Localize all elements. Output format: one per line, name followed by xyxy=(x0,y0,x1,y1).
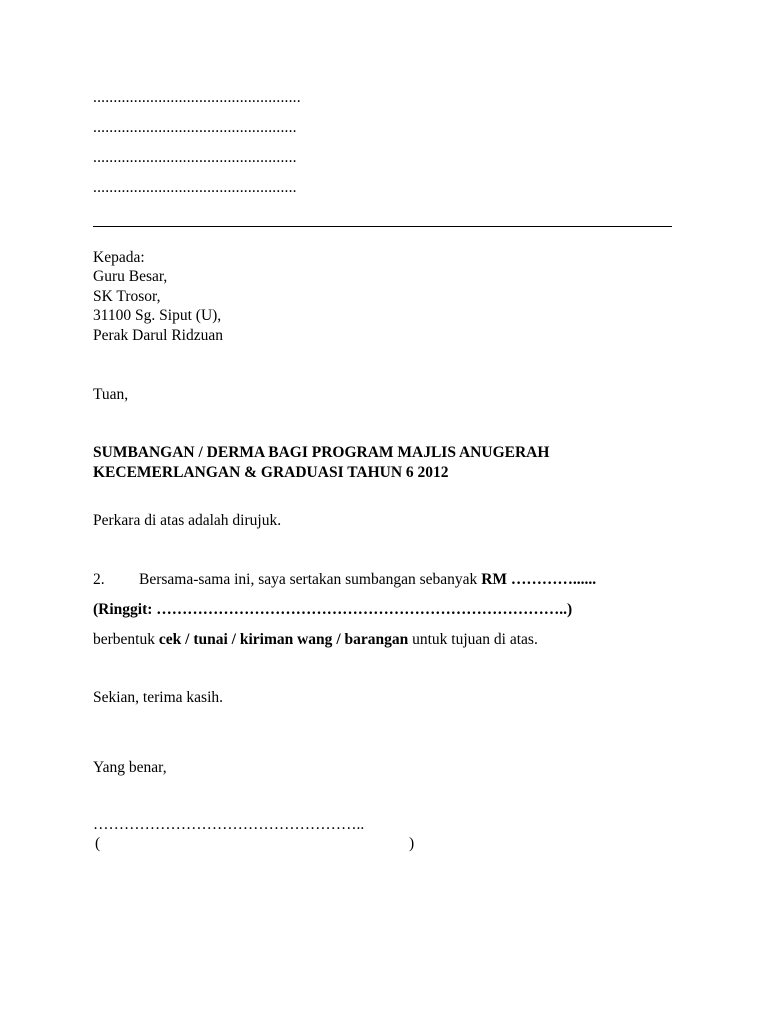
recipient-line-2: SK Trosor, xyxy=(93,288,161,305)
form-suffix: untuk tujuan di atas. xyxy=(408,631,538,648)
signature-line: …………………………………………….. xyxy=(93,816,365,833)
form-tunai: tunai xyxy=(193,631,228,648)
sender-address-line-4: .................................................. xyxy=(93,179,297,196)
form-barangan: barangan xyxy=(344,631,409,648)
contribution-text: Bersama-sama ini, saya sertakan sumbangan sebanyak xyxy=(139,571,482,588)
ringgit-line xyxy=(93,601,572,619)
ringgit-open-paren: ( xyxy=(93,601,99,618)
ringgit-close-paren: ) xyxy=(567,601,573,618)
recipient-label: Kepada: xyxy=(93,249,145,266)
recipient-line-4: Perak Darul Ridzuan xyxy=(93,327,223,344)
subject-line-2: KECEMERLANGAN & GRADUASI TAHUN 6 2012 xyxy=(93,464,449,481)
closing: Sekian, terima kasih. xyxy=(93,689,223,706)
form-sep-2: / xyxy=(227,631,240,648)
subject-line-1: SUMBANGAN / DERMA BAGI PROGRAM MAJLIS ANUGERAH xyxy=(93,444,550,461)
paragraph-number: 2. xyxy=(93,571,105,588)
rm-blank: …………...... xyxy=(507,571,597,588)
signoff: Yang benar, xyxy=(93,759,167,776)
contribution-form-line xyxy=(93,631,538,649)
ringgit-blank: …………………………………………………………………….. xyxy=(152,601,568,618)
sender-address-line-3: .................................................. xyxy=(93,149,297,166)
sender-address-line-2: .................................................. xyxy=(93,119,297,136)
form-sep-1: / xyxy=(181,631,194,648)
form-cek: cek xyxy=(158,631,182,648)
reference-line: Perkara di atas adalah dirujuk. xyxy=(93,512,282,529)
name-close-paren: ) xyxy=(409,835,415,852)
recipient-line-1: Guru Besar, xyxy=(93,268,168,285)
salutation: Tuan, xyxy=(93,386,129,403)
name-open-paren: ( xyxy=(95,835,101,852)
ringgit-label: Ringgit: xyxy=(98,601,153,618)
header-divider xyxy=(93,226,672,227)
form-kiriman-wang: kiriman wang xyxy=(239,631,333,648)
contribution-amount-line xyxy=(139,571,596,589)
recipient-line-3: 31100 Sg. Siput (U), xyxy=(93,307,222,324)
sender-address-line-1: ................................................... xyxy=(93,89,301,106)
form-sep-3: / xyxy=(332,631,345,648)
rm-label: RM xyxy=(481,571,508,588)
form-prefix: berbentuk xyxy=(93,631,159,648)
